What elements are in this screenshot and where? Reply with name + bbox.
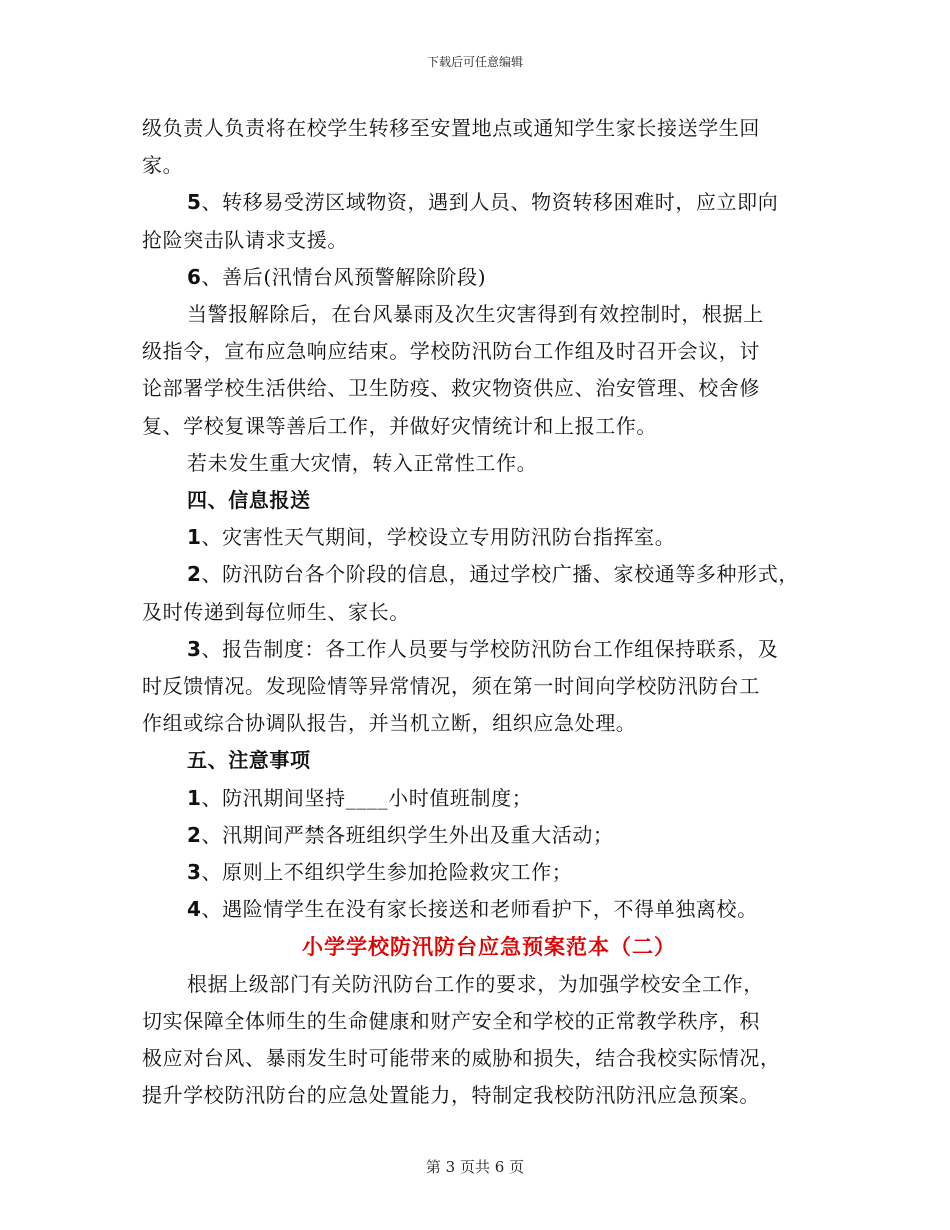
document-body	[142, 110, 812, 1114]
list-item: 1、防汛期间坚持____小时值班制度；	[187, 785, 533, 810]
page-footer: 第 3 页共 6 页	[425, 1158, 525, 1176]
item-number: 5	[187, 190, 202, 215]
paragraph-line: 论部署学校生活供给、卫生防疫、救灾物资供应、治安管理、校舍修	[142, 376, 760, 401]
paragraph-line: 时反馈情况。发现险情等异常情况，须在第一时间向学校防汛防台工	[142, 674, 760, 699]
item-number: 4	[187, 897, 202, 922]
item-number: 1	[187, 785, 202, 810]
paragraph-line: 当警报解除后，在台风暴雨及次生灾害得到有效控制时，根据上	[187, 302, 764, 327]
section-heading: 四、信息报送	[187, 488, 311, 513]
paragraph-line: 若未发生重大灾情，转入正常性工作。	[187, 450, 538, 475]
paragraph-line: 家。	[142, 153, 184, 178]
list-item: 6、善后(汛情台风预警解除阶段)	[187, 264, 487, 289]
item-number: 2	[187, 822, 202, 847]
item-number: 3	[187, 636, 202, 661]
paragraph-line: 作组或综合协调队报告，并当机立断，组织应急处理。	[142, 711, 637, 736]
item-number: 2	[187, 562, 202, 587]
list-item: 2、防汛防台各个阶段的信息，通过学校广播、家校通等多种形式，	[187, 562, 799, 587]
item-number: 6	[187, 264, 202, 289]
item-number: 1	[187, 525, 202, 550]
paragraph-line: 切实保障全体师生的生命健康和财产安全和学校的正常教学秩序，积	[142, 1008, 760, 1033]
item-number: 3	[187, 860, 202, 885]
document-title: 小学学校防汛防台应急预案范本（二）	[302, 934, 676, 960]
paragraph-line: 级负责人负责将在校学生转移至安置地点或通知学生家长接送学生回	[142, 116, 760, 140]
paragraph-line: 极应对台风、暴雨发生时可能带来的威胁和损失，结合我校实际情况，	[142, 1046, 781, 1071]
paragraph-line: 级指令，宣布应急响应结束。学校防汛防台工作组及时召开会议，讨	[142, 339, 760, 364]
paragraph-line: 抢险突击队请求支援。	[142, 227, 348, 252]
list-item: 3、原则上不组织学生参加抢险救灾工作；	[187, 860, 573, 885]
paragraph-line: 根据上级部门有关防汛防台工作的要求，为加强学校安全工作，	[187, 971, 764, 996]
paragraph-line: 复、学校复课等善后工作，并做好灾情统计和上报工作。	[142, 413, 657, 438]
list-item: 3、报告制度：各工作人员要与学校防汛防台工作组保持联系，及	[187, 636, 779, 661]
list-item: 5、转移易受涝区域物资，遇到人员、物资转移困难时，应立即向	[187, 190, 779, 215]
page-header: 下载后可任意编辑	[426, 55, 523, 69]
paragraph-line: 提升学校防汛防台的应急处置能力，特制定我校防汛防汛应急预案。	[142, 1083, 760, 1108]
list-item: 2、汛期间严禁各班组织学生外出及重大活动；	[187, 822, 614, 847]
list-item: 1、灾害性天气期间，学校设立专用防汛防台指挥室。	[187, 525, 676, 550]
list-item: 4、遇险情学生在没有家长接送和老师看护下，不得单独离校。	[187, 897, 758, 922]
paragraph-line: 及时传递到每位师生、家长。	[142, 599, 410, 624]
section-heading: 五、注意事项	[187, 748, 311, 773]
